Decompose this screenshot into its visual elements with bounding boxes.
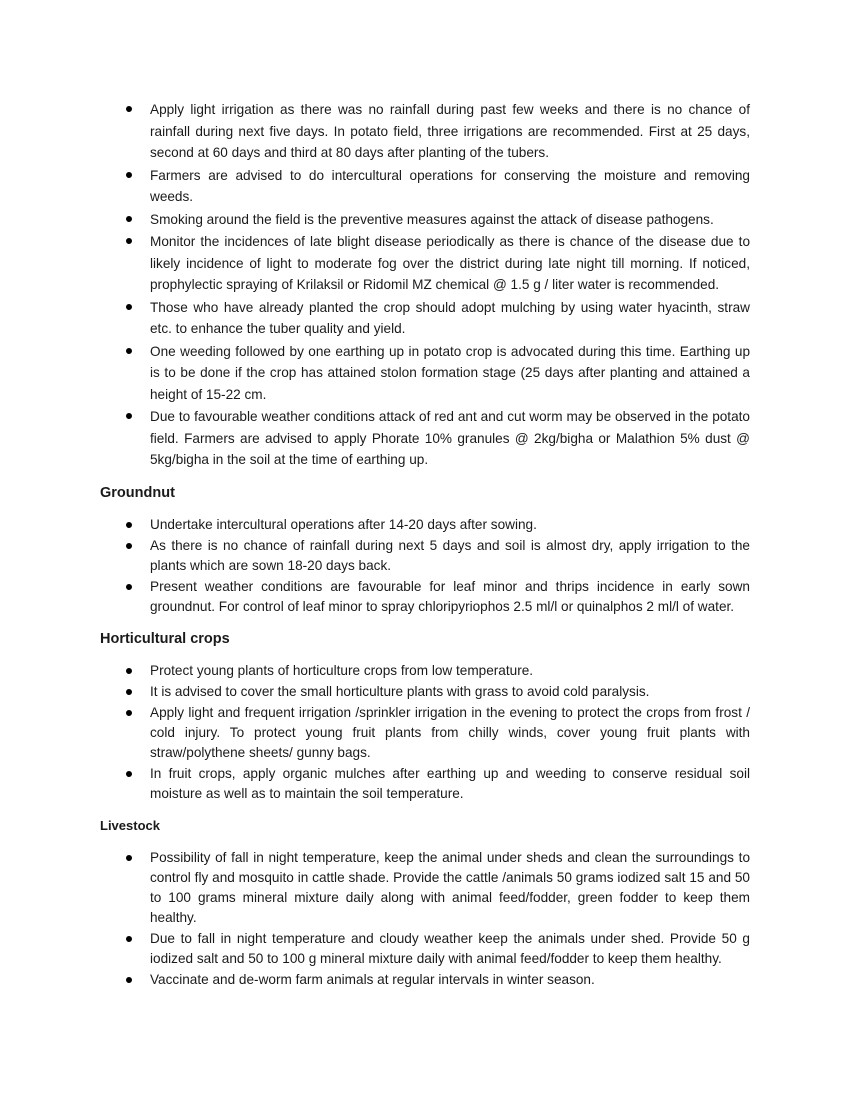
list-item: [100, 341, 750, 406]
list-item-text: As there is no chance of rainfall during next 5 days and soil is almost dry, apply irrigation to the plants which are sown 18-20 days back.: [150, 537, 750, 573]
list-item: [100, 99, 750, 164]
list-item-text: Due to fall in night temperature and cloudy weather keep the animals under shed. Provide 50 g iodized salt and 50 to 100 g mineral mixture daily with animal feed/fodder to keep them healthy.: [150, 930, 750, 966]
document-page: [100, 99, 750, 991]
list-item-text: In fruit crops, apply organic mulches after earthing up and weeding to conserve residual soil moisture as well as to maintain the soil temperature.: [150, 765, 750, 801]
list-item: [100, 661, 750, 681]
list-item-text: Possibility of fall in night temperature, keep the animal under sheds and clean the surroundings to control fly and mosquito in cattle shade. Provide the cattle /animals 50 grams iodized salt 15 and 50 to 100 grams mineral mixture daily along with animal feed/fodder, green fodder to keep them healthy.: [150, 849, 750, 925]
list-item: [100, 536, 750, 576]
bullet-icon: [126, 522, 132, 528]
bullet-icon: [126, 584, 132, 590]
list-item: [100, 515, 750, 535]
bullet-icon: [126, 106, 132, 112]
list-item-text: Farmers are advised to do intercultural operations for conserving the moisture and removing weeds.: [150, 167, 750, 204]
bullet-icon: [126, 172, 132, 178]
list-item: [100, 165, 750, 208]
bullet-icon: [126, 216, 132, 222]
list-item: [100, 682, 750, 702]
list-item-text: Due to favourable weather conditions attack of red ant and cut worm may be observed in the potato field. Farmers are advised to apply Phorate 10% granules @ 2kg/bigha or Malathion 5% dust @ 5kg/bigha in the soil at the time of earthing up.: [150, 409, 750, 467]
bullet-icon: [126, 855, 132, 861]
list-item-text: Undertake intercultural operations after 14-20 days after sowing.: [150, 516, 537, 532]
section-heading-groundnut: Groundnut: [100, 484, 175, 501]
bullet-icon: [126, 348, 132, 354]
bullet-icon: [126, 689, 132, 695]
bullet-icon: [126, 710, 132, 716]
list-item: [100, 297, 750, 340]
list-item: [100, 848, 750, 928]
list-item-text: Present weather conditions are favourable for leaf minor and thrips incidence in early sown groundnut. For control of leaf minor to spray chloripyriophos 2.5 ml/l or quinalphos 2 ml/l of water.: [150, 578, 750, 614]
section-heading-horticultural-crops: Horticultural crops: [100, 630, 230, 647]
list-item-text: Those who have already planted the crop should adopt mulching by using water hyacinth, straw etc. to enhance the tuber quality and yield.: [150, 299, 750, 336]
list-item: [100, 970, 750, 990]
list-item: [100, 577, 750, 617]
bullet-icon: [126, 668, 132, 674]
list-item: [100, 703, 750, 763]
list-item: [100, 231, 750, 296]
bullet-icon: [126, 936, 132, 942]
list-item: [100, 209, 750, 231]
horticultural-list: [100, 661, 750, 804]
list-item-text: One weeding followed by one earthing up in potato crop is advocated during this time. Earthing up is to be done if the crop has attained stolon formation stage (25 days after planting and attained a height of 15-22 cm.: [150, 343, 750, 402]
list-item: [100, 406, 750, 471]
bullet-icon: [126, 543, 132, 549]
list-item-text: Vaccinate and de-worm farm animals at regular intervals in winter season.: [150, 971, 595, 987]
bullet-icon: [126, 413, 132, 419]
list-item-text: It is advised to cover the small horticulture plants with grass to avoid cold paralysis.: [150, 683, 650, 699]
groundnut-list: [100, 515, 750, 617]
section-heading-livestock: Livestock: [100, 817, 160, 833]
list-item-text: Monitor the incidences of late blight disease periodically as there is chance of the disease due to likely incidence of light to moderate fog over the district during late night till morning. If noticed, prophylectic spraying of Krilaksil or Ridomil MZ chemical @ 1.5 g / liter water is recommended.: [150, 234, 750, 292]
bullet-icon: [126, 238, 132, 244]
list-item: [100, 929, 750, 969]
livestock-list: [100, 848, 750, 990]
bullet-icon: [126, 304, 132, 310]
bullet-icon: [126, 977, 132, 983]
list-item-text: Smoking around the field is the preventive measures against the attack of disease pathogens.: [150, 211, 714, 227]
list-item-text: Apply light and frequent irrigation /sprinkler irrigation in the evening to protect the crops from frost / cold injury. To protect young fruit plants from chilly winds, cover young fruit plants with straw/polythene sheets/ gunny bags.: [150, 704, 750, 760]
list-item: [100, 764, 750, 804]
list-item-text: Apply light irrigation as there was no rainfall during past few weeks and there is no chance of rainfall during next five days. In potato field, three irrigations are recommended. First at 25 days, second at 60 days and third at 80 days after planting of the tubers.: [150, 102, 750, 160]
bullet-icon: [126, 771, 132, 777]
potato-advisory-list: [100, 99, 750, 471]
list-item-text: Protect young plants of horticulture crops from low temperature.: [150, 662, 534, 678]
